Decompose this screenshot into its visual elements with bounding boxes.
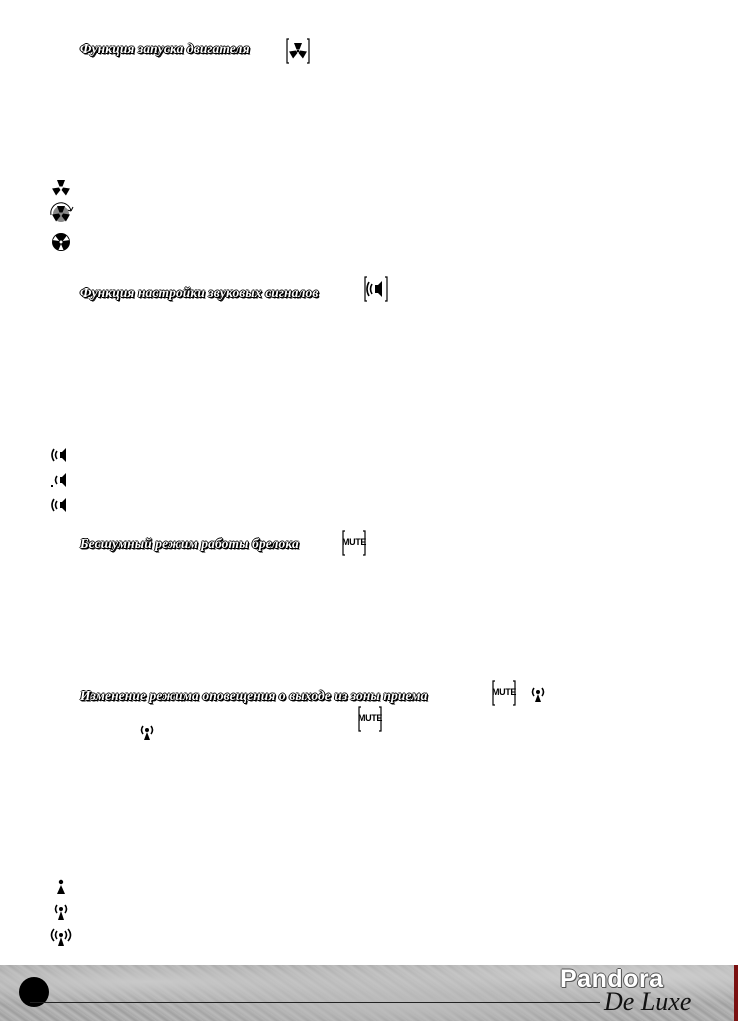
fan-rotating-icon [47,201,75,225]
speaker-full-icon [50,445,70,465]
antenna-full-icon [49,928,73,948]
antenna-icon [528,684,548,704]
brand-logo-text: Pandora [560,965,664,993]
mute-box-icon [342,530,366,556]
silent-mode-heading: Бесшумный режим работы брелока [80,536,299,551]
fan-box-icon [286,38,310,64]
page-footer [0,965,738,1021]
page-edge-strip [734,965,738,1021]
sound-settings-heading: Функция настройки звуковых сигналов [80,285,319,300]
antenna-off-icon [51,876,71,896]
speaker-box-icon [364,276,388,302]
speaker-low-icon [50,470,70,490]
fan-off-icon [51,177,71,197]
mute-label: MUTE [342,537,366,547]
brand-logo-subtext: De Luxe [604,987,692,1016]
footer-divider [30,1002,600,1003]
speaker-medium-icon [50,495,70,515]
mute-box-icon-2 [492,680,516,706]
engine-start-heading: Функция запуска двигателя [80,41,250,56]
out-of-range-heading: Изменение режима оповещения о выходе из зоны приема [80,688,428,703]
antenna-low-icon [51,902,71,922]
mute-label: MUTE [492,687,516,697]
antenna-icon-2 [137,722,157,742]
mute-label: MUTE [358,713,382,723]
fan-on-icon [51,232,71,252]
mute-box-icon-3 [358,706,382,732]
